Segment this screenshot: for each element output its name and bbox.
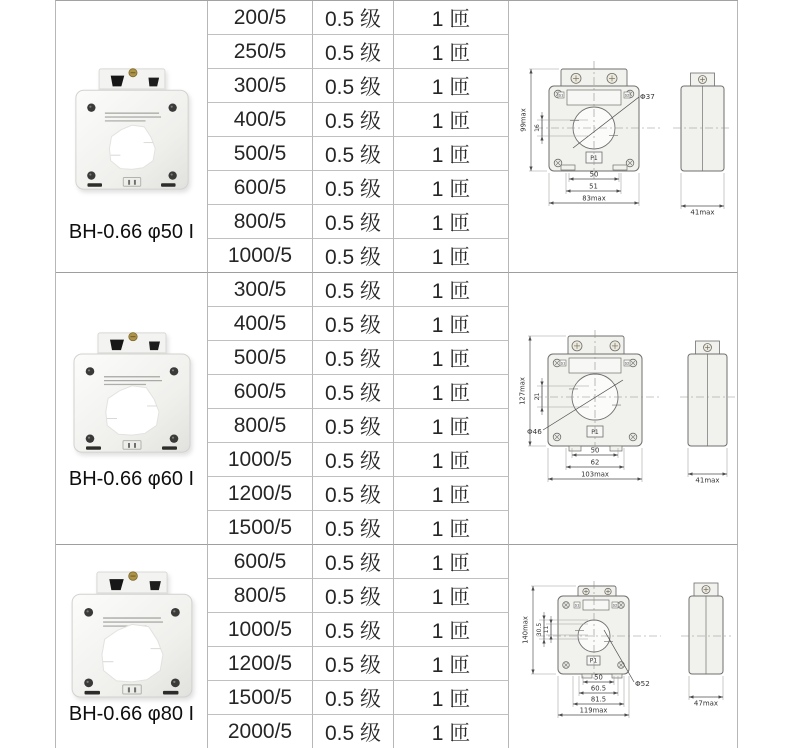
dim-label: 41max [695, 476, 720, 485]
dim-label: 50 [590, 446, 600, 455]
ratio-cell: 600/5 [208, 545, 313, 579]
corner-screw-icon [87, 171, 95, 179]
dim-label: 50 [589, 170, 599, 179]
accuracy-cell: 0.5 级 [313, 375, 394, 409]
accuracy-cell: 0.5 级 [313, 137, 394, 171]
turns-cell: 1 匝 [394, 341, 509, 375]
ratio-cell: 600/5 [208, 375, 313, 409]
accuracy-cell: 0.5 级 [313, 579, 394, 613]
dim-label: S1 [574, 603, 580, 608]
dim-label: 50 [594, 673, 603, 682]
corner-screw-icon [84, 679, 93, 688]
accuracy-cell: 0.5 级 [313, 35, 394, 69]
turns-cell: 1 匝 [394, 647, 509, 681]
product-photo-svg [70, 329, 194, 456]
corner-screw-icon [85, 367, 94, 375]
ratio-cell: 1200/5 [208, 477, 313, 511]
accuracy-cell: 0.5 级 [313, 409, 394, 443]
transformer-body [75, 90, 187, 189]
ratio-cell: 300/5 [208, 69, 313, 103]
turns-cell: 1 匝 [394, 613, 509, 647]
accuracy-cell: 0.5 级 [313, 477, 394, 511]
dimension-drawing-cell [509, 545, 738, 748]
dim-label: Φ46 [527, 427, 542, 436]
turns-cell: 1 匝 [394, 477, 509, 511]
turns-cell: 1 匝 [394, 239, 509, 273]
ratio-cell: 1500/5 [208, 681, 313, 715]
corner-screw-icon [87, 103, 95, 111]
turns-cell: 1 匝 [394, 273, 509, 307]
turns-cell: 1 匝 [394, 137, 509, 171]
dim-label: Φ37 [640, 92, 655, 101]
dimension-drawing-cell [509, 1, 738, 273]
corner-screw-icon [169, 367, 178, 375]
dim-label: 127max [518, 377, 527, 405]
product-photo-svg [68, 568, 196, 701]
accuracy-cell: 0.5 级 [313, 511, 394, 545]
dim-label: 60.5 [590, 684, 607, 693]
ratio-cell: 600/5 [208, 171, 313, 205]
turns-cell: 1 匝 [394, 307, 509, 341]
accuracy-cell: 0.5 级 [313, 443, 394, 477]
dim-label: P1 [590, 154, 598, 162]
dim-label: S2 [624, 361, 630, 366]
spec-table [55, 0, 738, 748]
ratio-cell: 800/5 [208, 205, 313, 239]
accuracy-cell: 0.5 级 [313, 103, 394, 137]
dim-label: P1 [589, 657, 598, 665]
dimension-drawing-svg [509, 545, 738, 748]
corner-screw-icon [85, 435, 94, 443]
turns-cell: 1 匝 [394, 579, 509, 613]
ratio-cell: 500/5 [208, 137, 313, 171]
dim-label: S2 [624, 93, 630, 98]
base-slot [162, 446, 177, 449]
turns-cell: 1 匝 [394, 35, 509, 69]
accuracy-cell: 0.5 级 [313, 613, 394, 647]
ratio-cell: 800/5 [208, 409, 313, 443]
front-view [534, 330, 661, 453]
ratio-cell: 400/5 [208, 307, 313, 341]
product-photo-cell [56, 273, 208, 545]
base-slot [161, 183, 176, 186]
product-photo-svg [72, 65, 192, 193]
ratio-cell: 1000/5 [208, 239, 313, 273]
turns-cell: 1 匝 [394, 511, 509, 545]
dim-label: 16 [533, 124, 541, 132]
ratio-cell: 1000/5 [208, 443, 313, 477]
accuracy-cell: 0.5 级 [313, 239, 394, 273]
side-view [673, 73, 732, 217]
dimension-drawing-svg [509, 1, 738, 273]
ratio-cell: 1000/5 [208, 613, 313, 647]
dim-label: 11 [542, 625, 550, 634]
dim-label: 47max [693, 699, 719, 708]
product-model-label: BH-0.66 φ60 I [68, 468, 195, 490]
corner-screw-icon [169, 435, 178, 443]
turns-cell: 1 匝 [394, 103, 509, 137]
accuracy-cell: 0.5 级 [313, 307, 394, 341]
dimension-drawing-cell [509, 273, 738, 545]
corner-screw-icon [170, 608, 179, 617]
turns-cell: 1 匝 [394, 69, 509, 103]
dim-label: P1 [591, 428, 599, 436]
dim-label: 30.5 [535, 622, 543, 637]
corner-screw-icon [168, 171, 176, 179]
ratio-cell: 250/5 [208, 35, 313, 69]
ratio-cell: 2000/5 [208, 715, 313, 748]
accuracy-cell: 0.5 级 [313, 681, 394, 715]
ratio-cell: 1500/5 [208, 511, 313, 545]
turns-cell: 1 匝 [394, 205, 509, 239]
ratio-cell: 1200/5 [208, 647, 313, 681]
dimension-drawing-svg [509, 273, 738, 545]
base-slot [162, 691, 177, 695]
turns-cell: 1 匝 [394, 375, 509, 409]
dim-label: S2 [612, 603, 618, 608]
dim-label: 103max [581, 470, 609, 479]
turns-cell: 1 匝 [394, 171, 509, 205]
dim-label: S1 [558, 93, 564, 98]
product-model-label: BH-0.66 φ50 I [68, 221, 195, 243]
accuracy-cell: 0.5 级 [313, 715, 394, 748]
base-slot [87, 183, 102, 186]
accuracy-cell: 0.5 级 [313, 545, 394, 579]
accuracy-cell: 0.5 级 [313, 647, 394, 681]
dim-label: 99max [519, 108, 528, 132]
ratio-cell: 800/5 [208, 579, 313, 613]
ratio-cell: 400/5 [208, 103, 313, 137]
dim-label: 83max [582, 194, 606, 203]
side-view [681, 583, 731, 708]
dim-label: 81.5 [590, 695, 607, 704]
transformer-body [74, 354, 190, 452]
nameplate [583, 600, 609, 610]
accuracy-cell: 0.5 级 [313, 273, 394, 307]
ratio-cell: 500/5 [208, 341, 313, 375]
dim-label: 41max [690, 208, 715, 217]
turns-cell: 1 匝 [394, 443, 509, 477]
transformer-body [72, 594, 192, 697]
product-photo-cell [56, 1, 208, 273]
dim-label: 51 [589, 182, 598, 191]
base-slot [86, 446, 101, 449]
turns-cell: 1 匝 [394, 1, 509, 35]
dim-label: 140max [521, 616, 530, 644]
turns-cell: 1 匝 [394, 715, 509, 748]
dim-label: Φ52 [635, 679, 650, 688]
front-view [537, 581, 661, 679]
turns-cell: 1 匝 [394, 545, 509, 579]
accuracy-cell: 0.5 级 [313, 171, 394, 205]
corner-screw-icon [170, 679, 179, 688]
accuracy-cell: 0.5 级 [313, 1, 394, 35]
accuracy-cell: 0.5 级 [313, 69, 394, 103]
accuracy-cell: 0.5 级 [313, 205, 394, 239]
turns-cell: 1 匝 [394, 681, 509, 715]
dim-label: 119max [579, 706, 608, 715]
product-photo-cell [56, 545, 208, 748]
base-slot [84, 691, 99, 695]
product-model-label: BH-0.66 φ80 I [68, 703, 195, 725]
accuracy-cell: 0.5 级 [313, 341, 394, 375]
dim-label: S1 [560, 361, 566, 366]
corner-screw-icon [84, 608, 93, 617]
corner-screw-icon [168, 103, 176, 111]
ratio-cell: 300/5 [208, 273, 313, 307]
ratio-cell: 200/5 [208, 1, 313, 35]
dim-label: 62 [590, 458, 600, 467]
turns-cell: 1 匝 [394, 409, 509, 443]
dim-label: 21 [533, 392, 541, 401]
side-view [680, 341, 735, 485]
